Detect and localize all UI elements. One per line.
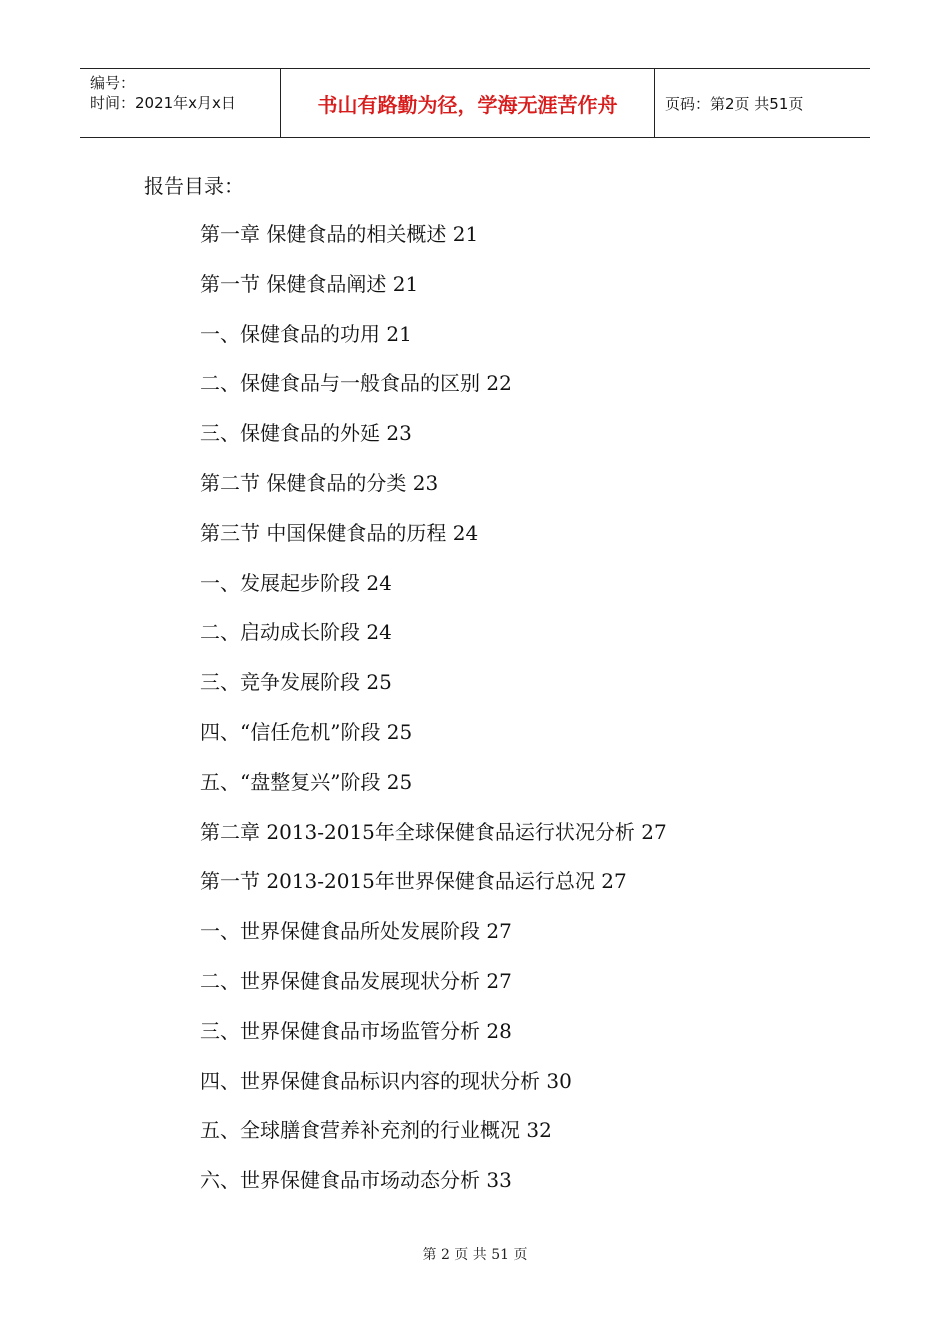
toc-entry: 第一节 2013-2015年世界保健食品运行总况 27 <box>200 869 627 894</box>
table-of-contents <box>200 220 667 1216</box>
toc-heading: 报告目录： <box>144 174 244 198</box>
toc-entry: 四、世界保健食品标识内容的现状分析 30 <box>200 1068 572 1093</box>
toc-entry: 五、“盘整复兴”阶段 25 <box>200 769 413 794</box>
toc-entry: 四、“信任危机”阶段 25 <box>200 719 413 744</box>
toc-entry: 一、保健食品的功用 21 <box>200 321 412 346</box>
header-meta <box>80 69 281 137</box>
toc-entry: 第一节 保健食品阐述 21 <box>200 271 419 296</box>
header-page-info: 页码：第2页 共51页 <box>665 94 804 113</box>
toc-entry: 第二章 2013-2015年全球保健食品运行状况分析 27 <box>200 819 667 844</box>
number-label: 编号： <box>90 74 136 92</box>
header-motto: 书山有路勤为径，学海无涯苦作舟 <box>281 69 655 137</box>
toc-entry: 二、启动成长阶段 24 <box>200 620 392 645</box>
toc-entry: 二、保健食品与一般食品的区别 22 <box>200 371 512 396</box>
toc-entry: 第一章 保健食品的相关概述 21 <box>200 222 479 246</box>
toc-entry: 二、世界保健食品发展现状分析 27 <box>200 968 512 993</box>
toc-entry: 第二节 保健食品的分类 23 <box>200 470 439 495</box>
date-label: 时间：2021年x月x日 <box>90 94 236 112</box>
toc-entry: 三、保健食品的外延 23 <box>200 421 412 446</box>
page-header <box>80 68 870 138</box>
toc-entry: 五、全球膳食营养补充剂的行业概况 32 <box>200 1118 552 1143</box>
toc-entry: 六、世界保健食品市场动态分析 33 <box>200 1168 512 1193</box>
toc-entry: 三、竞争发展阶段 25 <box>200 670 392 695</box>
toc-entry: 一、发展起步阶段 24 <box>200 570 392 595</box>
toc-entry: 一、世界保健食品所处发展阶段 27 <box>200 919 512 944</box>
toc-entry: 三、世界保健食品市场监管分析 28 <box>200 1018 512 1043</box>
toc-entry: 第三节 中国保健食品的历程 24 <box>200 520 479 545</box>
page-footer: 第 2 页 共 51 页 <box>422 1247 528 1263</box>
